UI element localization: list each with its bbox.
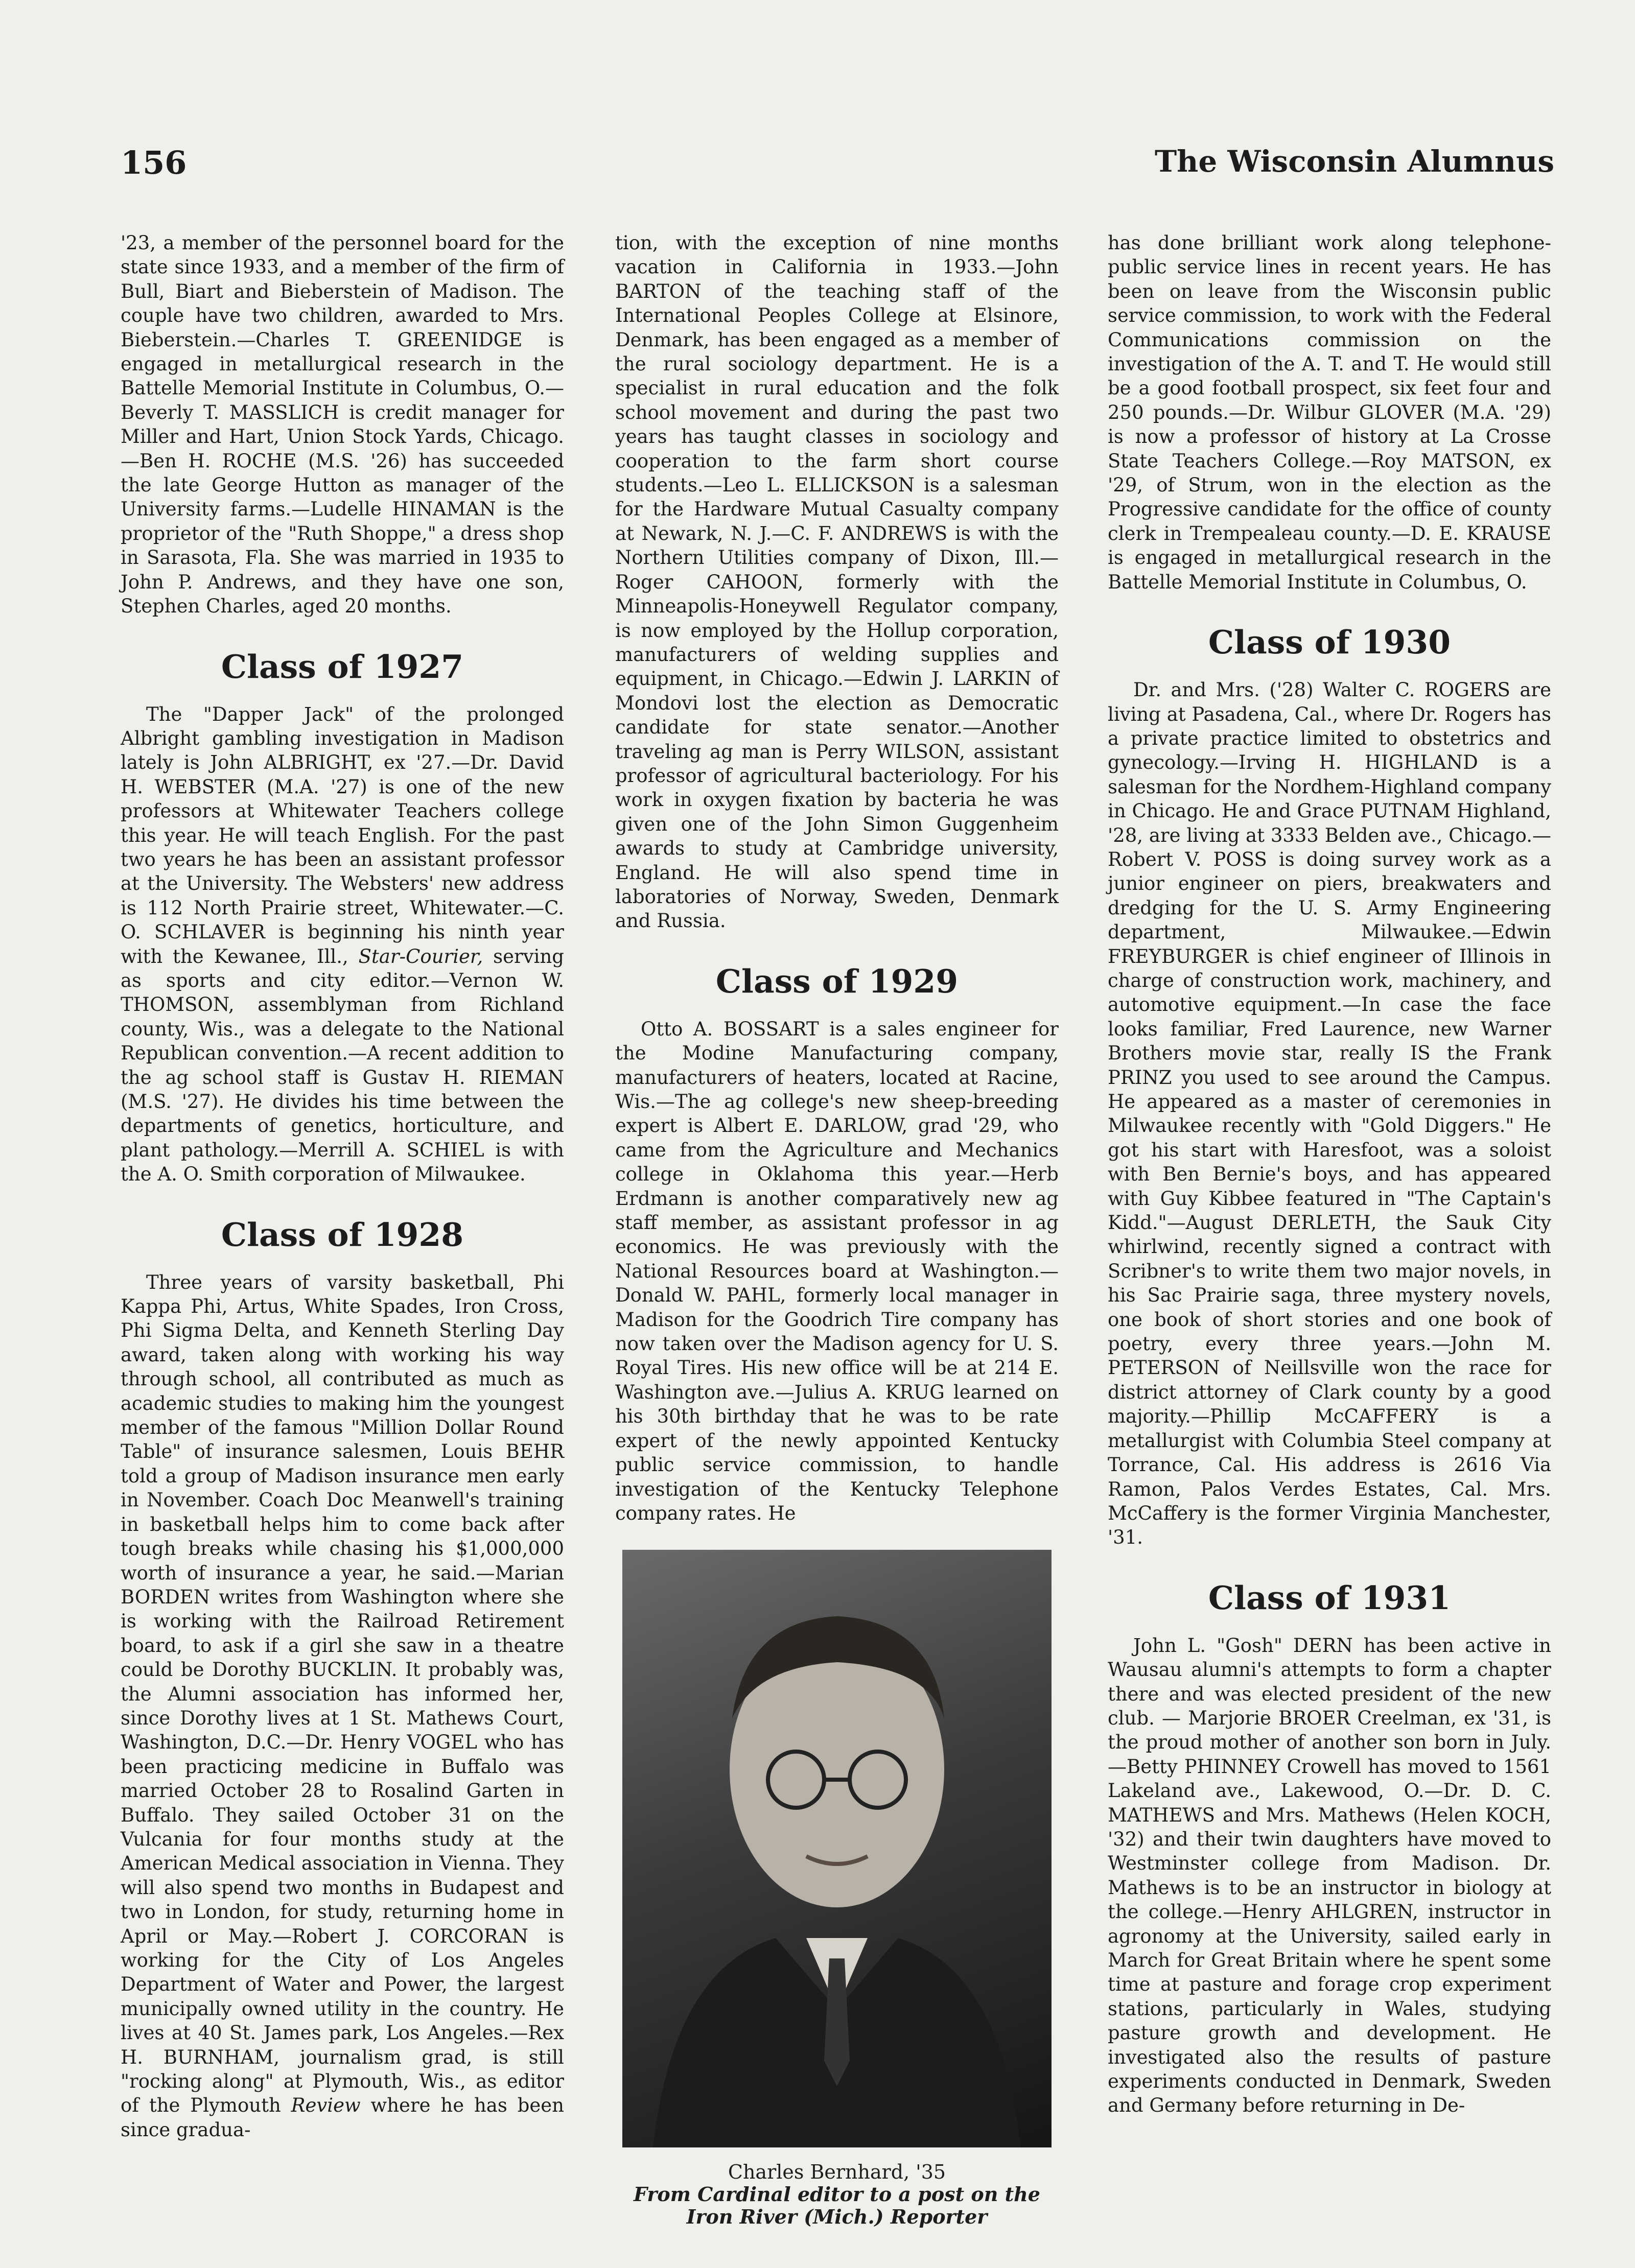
caption-description: From Cardinal editor to a post on the Iron River (Mich.) Reporter: [634, 2183, 1040, 2229]
running-head: The Wisconsin Alumnus: [1154, 144, 1554, 179]
paragraph-1927: [121, 702, 564, 1187]
paragraph-1931: John L. "Gosh" DERN has been active in Wausau alumni's attempts to form a chapter there and was elected president of the new club. — Marjorie BROER Creelman, ex '31, is the proud mother of another son born in July.—Betty PHINNEY Crowell has moved to 1561 Lakeland ave., Lakewood, O.—Dr. D. C. MATHEWS and Mrs. Mathews (Helen KOCH, '32) and their twin daughters have moved to Westminster college from Madison. Dr. Mathews is to be an instructor in biology at the college.—Henry AHLGREN, instructor in agronomy at the University, sailed early in March for Great Britain where he spent some time at pasture and forage crop experiment stations, particularly in Wales, studying pasture growth and development. He investigated also the results of pasture experiments conducted in Denmark, Sweden and Germany before returning in De-: [1108, 1634, 1551, 2117]
text-1928-c: where he has been since gradua-: [121, 2094, 564, 2141]
text-1928-a: Three years of varsity basketball, Phi Kappa Phi, Artus, White Spades, Iron Cross, Phi Sigma Delta, and Kenneth Sterling Day award, taken along with working his way through school, all contributed as much as academic studies to making him the youngest member of the famous "Million Dollar Round Table" of insurance salesmen, Louis BEHR told a group of Madison insurance men early in November. Coach Doc Meanwell's training in basketball helps him to come back after tough breaks while chasing his $1,000,000 worth of insurance a year, he said.—Marian BORDEN writes from Washington where she is working with the Railroad Retirement board, to ask if a girl she saw in a theatre could be Dorothy BUCKLIN. It probably was, the Alumni association has informed her, since Dorothy lives at 1 St. Mathews Court, Washington, D.C.—Dr. Henry VOGEL who has been practicing medicine in Buffalo was married October 28 to Rosalind Garten in Buffalo. They sailed October 31 on the Vulcania for four months study at the American Medical association in Vienna. They will also spend two months in Budapest and two in London, for study, returning home in April or May.—Robert J. CORCORAN is working for the City of Los Angeles Department of Water and Power, the largest municipally owned utility in the country. He lives at 40 St. James park, Los Angeles.—Rex H. BURNHAM, journalism grad, is still "rocking along" at Plymouth, Wis., as editor of the Plymouth: [121, 1271, 564, 2117]
paragraph-1928-continued: tion, with the exception of nine months vacation in California in 1933.—John BARTON of the teaching staff of the International Peoples College at Elsinore, Denmark, has been engaged as a member of the rural sociology department. He is a specialist in rural education and the folk school movement and during the past two years has taught classes in sociology and cooperation to the farm short course students.—Leo L. ELLICKSON is a salesman for the Hardware Mutual Casualty company at Newark, N. J.—C. F. ANDREWS is with the Northern Utilities company of Dixon, Ill.—Roger CAHOON, formerly with the Minneapolis-Honeywell Regulator company, is now employed by the Hollup corporation, manufacturers of welding supplies and equipment, in Chicago.—Edwin J. LARKIN of Mondovi lost the election as Democratic candidate for state senator.—Another traveling ag man is Perry WILSON, assistant professor of agricultural bacteriology. For his work in oxygen fixation by bacteria he was given one of the John Simon Guggenheim awards to study at Cambridge university, England. He will also spend time in laboratories of Norway, Sweden, Denmark and Russia.: [615, 232, 1059, 932]
paragraph-1929-continued: has done brilliant work along telephone-public service lines in recent years. He has been on leave from the Wisconsin public service commission, to work with the Federal Communications commission on the investigation of the A. T. and T. He would still be a good football prospect, six feet four and 250 pounds.—Dr. Wilbur GLOVER (M.A. '29) is now a professor of history at La Crosse State Teachers College.—Roy MATSON, ex '29, of Strum, won in the election as the Progressive candidate for the office of county clerk in Trempealeau county.—D. E. KRAUSE is engaged in metallurgical research in the Battelle Memorial Institute in Columbus, O.: [1108, 232, 1551, 593]
column-2: [615, 231, 1059, 2228]
text-1927-a: The "Dapper Jack" of the prolonged Albright gambling investigation in Madison lately is John ALBRIGHT, ex '27.—Dr. David H. WEBSTER (M.A. '27) is one of the new professors at Whitewater Teachers college this year. He will teach English. For the past two years he has been an assistant professor at the University. The Websters' new address is 112 North Prairie street, Whitewater.—C. O. SCHLAVER is beginning his ninth year with the Kewanee, Ill.,: [121, 703, 564, 967]
heading-class-of-1929: Class of 1929: [715, 962, 959, 1000]
text-1928-italic: Review: [291, 2094, 361, 2117]
paragraph-1930: Dr. and Mrs. ('28) Walter C. ROGERS are living at Pasadena, Cal., where Dr. Rogers has a private practice limited to obstetrics and gynecology.—Irving H. HIGHLAND is a salesman for the Nordhem-Highland company in Chicago. He and Grace PUTNAM Highland, '28, are living at 3333 Belden ave., Chicago.—Robert V. POSS is doing survey work as a junior engineer on piers, breakwaters and dredging for the U. S. Army Engineering department, Milwaukee.—Edwin FREYBURGER is chief engineer of Illinois in charge of construction work, machinery, and automotive equipment.—In case the face looks familiar, Fred Laurence, new Warner Brothers movie star, really IS the Frank PRINZ you used to see around the Campus. He appeared as a master of ceremonies in Milwaukee recently with "Gold Diggers." He got his start with Haresfoot, was a soloist with Ben Bernie's boys, and has appeared with Guy Kibbee featured in "The Captain's Kidd."—August DERLETH, the Sauk City whirlwind, recently signed a contract with Scribner's to write them two major novels, in his Sac Prairie saga, three mystery novels, one book of short stories and one book of poetry, every three years.—John M. PETERSON of Neillsville won the race for district attorney of Clark county by a good majority.—Phillip McCAFFERY is a metallurgist with Columbia Steel company at Torrance, Cal. His address is 2616 Via Ramon, Palos Verdes Estates, Cal. Mrs. McCaffery is the former Virginia Manchester, '31.: [1108, 679, 1551, 1549]
heading-class-of-1927: Class of 1927: [221, 647, 464, 686]
column-3: [1108, 231, 1551, 2118]
paragraph-1929: Otto A. BOSSART is a sales engineer for the Modine Manufacturing company, manufacturers of heaters, located at Racine, Wis.—The ag college's new sheep-breeding expert is Albert E. DARLOW, grad '29, who came from the Agriculture and Mechanics college in Oklahoma this year.—Herb Erdmann is another comparatively new ag staff member, as assistant professor in ag economics. He was previously with the National Resources board at Washington.—Donald W. PAHL, formerly local manager in Madison for the Goodrich Tire company has now taken over the Madison agency for U. S. Royal Tires. His new office will be at 214 E. Washington ave.—Julius A. KRUG learned on his 30th birthday that he was to be rate expert of the newly appointed Kentucky public service commission, to handle investigation of the Kentucky Telephone company rates. He: [615, 1018, 1059, 1524]
text-1927-italic: Star-Courier,: [358, 945, 483, 967]
column-1: [121, 231, 564, 2142]
page-number: 156: [121, 144, 187, 181]
heading-class-of-1931: Class of 1931: [1208, 1578, 1451, 1617]
paragraph-1928: [121, 1270, 564, 2142]
heading-class-of-1930: Class of 1930: [1208, 623, 1451, 662]
paragraph-1926-continued: '23, a member of the personnel board for the state since 1933, and a member of the firm of Bull, Biart and Bieberstein of Madison. The couple have two children, awarded to Mrs. Bieberstein.—Charles T. GREENIDGE is engaged in metallurgical research in the Battelle Memorial Institute in Columbus, O.—Beverly T. MASSLICH is credit manager for Miller and Hart, Union Stock Yards, Chicago.—Ben H. ROCHE (M.S. '26) has succeeded the late George Hutton as manager of the University farms.—Ludelle HINAMAN is the proprietor of the "Ruth Shoppe," a dress shop in Sarasota, Fla. She was married in 1935 to John P. Andrews, and they have one son, Stephen Charles, aged 20 months.: [121, 232, 564, 618]
photo-block: [615, 1550, 1059, 2228]
photo-caption: [615, 2161, 1059, 2228]
text-1927-c: serving as sports and city editor.—Vernon W. THOMSON, assemblyman from Richland county, Wis., was a delegate to the National Republican convention.—A recent addition to the ag school staff is Gustav H. RIEMAN (M.S. '27). He divides his time between the departments of genetics, horticulture, and plant pathology.—Merrill A. SCHIEL is with the A. O. Smith corporation of Milwaukee.: [121, 945, 564, 1186]
heading-class-of-1928: Class of 1928: [221, 1215, 464, 1254]
portrait-illustration: [622, 1550, 1052, 2147]
caption-name: Charles Bernhard, '35: [728, 2161, 946, 2184]
portrait-photo: [622, 1550, 1052, 2147]
